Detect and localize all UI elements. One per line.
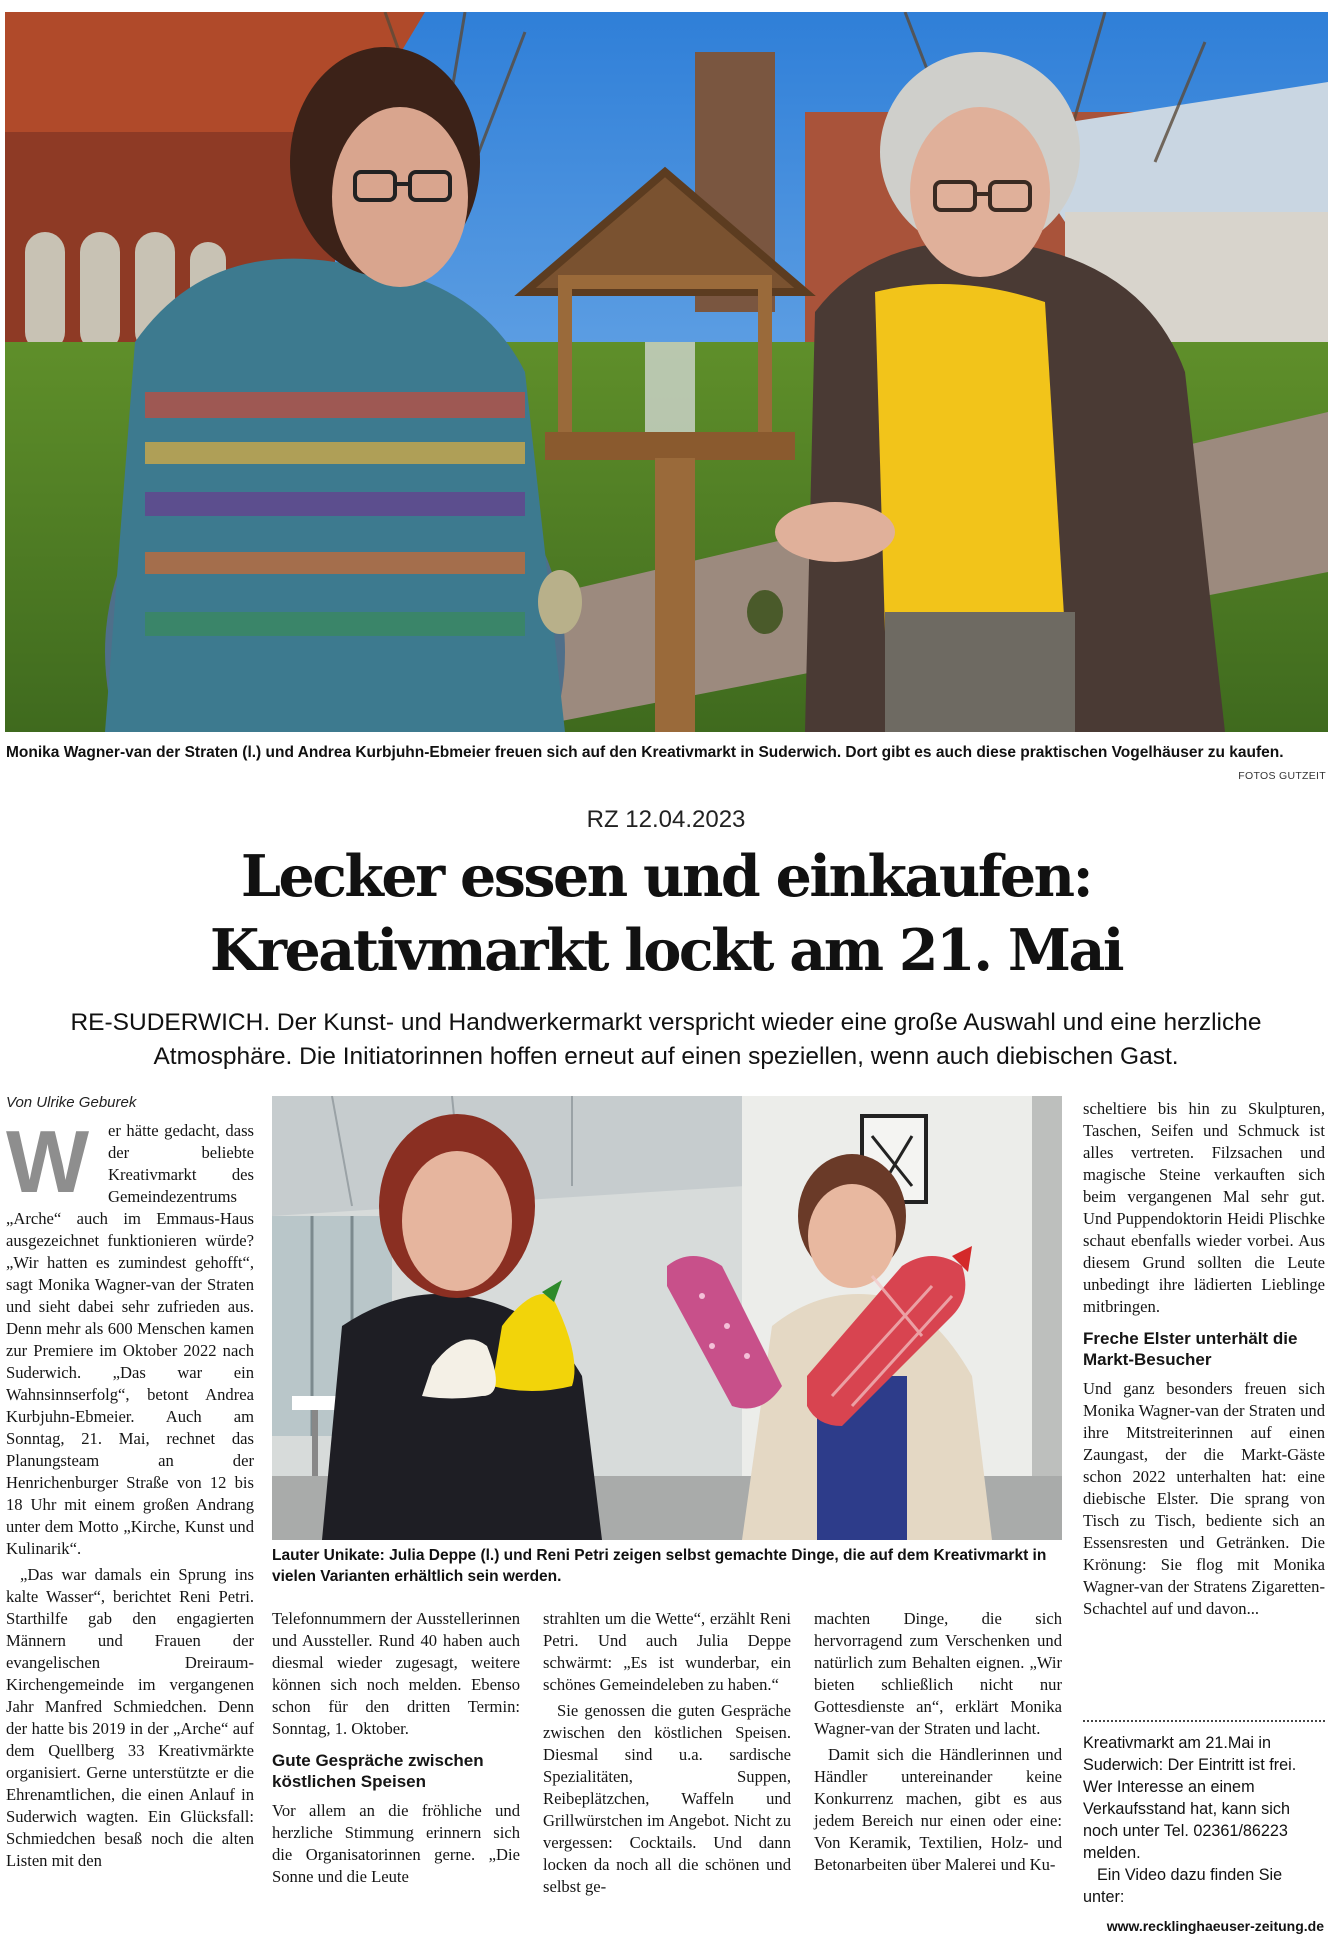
info-box (1083, 1732, 1325, 1908)
col2-paragraph-1: Telefonnummern der Ausstellerinnen und Aussteller. Rund 40 haben auch diesmal wieder zugesagt, weitere können sich noch melden. Ebenso schon für den dritten Termin: Sonntag, 1. Oktober. (272, 1609, 520, 1738)
col3-paragraph-1: strahlten um die Wette“, erzählt Reni Petri. Und auch Julia Deppe schwärmt: „Es ist wunderbar, ein schönes Gemeindeleben zu haben.“ (543, 1609, 791, 1694)
col2-subheading: Gute Gespräche zwischen köstlichen Speisen (272, 1751, 484, 1791)
drop-cap: W (6, 1112, 90, 1211)
website-link[interactable]: www.recklinghaeuser-zeitung.de (1106, 1918, 1324, 1934)
col5-paragraph-1: scheltiere bis hin zu Skulpturen, Taschen, Seifen und Schmuck ist alles vertreten. Filzsachen und magische Steine verkauften sich beim vergangenen Mal sehr gut. Und Puppendoktorin Heidi Plischke schaut ebenfalls wieder vorbei. Aus diesem Grund sollten die Leute unbedingt ihre lädierten Lieblinge mitbringen. (1083, 1099, 1325, 1316)
headline (0, 840, 1332, 988)
info-box-video-hint: Ein Video dazu finden Sie unter: (1083, 1866, 1283, 1906)
mid-photo-illustration (272, 1096, 1062, 1540)
drop-cap-spacer (6, 1112, 108, 1211)
subhead: RE-SUDERWICH. Der Kunst- und Handwerkermarkt verspricht wieder eine große Auswahl und eine herzliche Atmosphäre. Die Initiatorinnen hoffen erneut auf einen speziellen, wenn auch diebischen Gast. (70, 1009, 1262, 1070)
col1-paragraph-2: „Das war damals ein Sprung ins kalte Wasser“, berichtet Reni Petri. Starthilfe gab den engagierten Männern und Frauen der evangelischen Dreiraum-Kirchengemeinde im vergangenen Jahr Manfred Schmiedchen. Denn der hatte bis 2019 in der „Arche“ auf dem Quellberg 33 Kreativmärkte organisiert. Gerne unterstützte er die Ehrenamtlichen, die einen Anlauf in Suderwich wagten. Ein Glücksfall: Schmiedchen besaß noch die alten Listen mit den (6, 1565, 254, 1870)
info-box-text: Kreativmarkt am 21.Mai in Suderwich: Der Eintritt ist frei. Wer Interesse an einem Verkaufsstand hat, kann sich noch unter Tel. 02361/86223 melden. (1083, 1734, 1297, 1862)
mid-photo-caption: Lauter Unikate: Julia Deppe (l.) und Reni Petri zeigen selbst gemachte Dinge, die auf dem Kreativmarkt in vielen Varianten erhältlich sein werden. (272, 1547, 1047, 1585)
col1-paragraph-1: er hätte gedacht, dass der beliebte Kreativmarkt des Gemeindezentrums „Arche“ auch im Emmaus-Haus ausgezeichnet funktionieren würde? „Wir hatten es zumindest gehofft“, sagt Monika Wagner-van der Straten und sieht dabei sehr zufrieden aus. Denn mehr als 600 Menschen kamen zur Premiere im Oktober 2022 nach Suderwich. „Das war ein Wahnsinnserfolg“, betont Andrea Kurbjuhn-Ebmeier. Auch am Sonntag, 21. Mai, rechnet das Planungsteam an der Henrichenburger Straße von 12 bis 18 Uhr mit einem großen Andrang unter dem Motto „Kirche, Kunst und Kulinarik“. (6, 1121, 254, 1558)
top-photo-caption: Monika Wagner-van der Straten (l.) und Andrea Kurbjuhn-Ebmeier freuen sich auf den Kreativmarkt in Suderwich. Dort gibt es auch diese praktischen Vogelhäuser zu kaufen. (6, 744, 1284, 761)
article-column-2 (272, 1608, 520, 1888)
col5-subheading: Freche Elster unterhält die Markt-Besucher (1083, 1329, 1298, 1369)
col4-paragraph-1: machten Dinge, die sich hervorragend zum Verschenken und natürlich zum Behalten eignen. „Wir bieten schließlich nicht nur Gottesdienste an“, erklärt Monika Wagner-van der Straten und lacht. (814, 1609, 1062, 1738)
byline: Von Ulrike Geburek (6, 1094, 137, 1111)
top-photo-illustration (5, 12, 1328, 732)
col5-paragraph-2: Und ganz besonders freuen sich Monika Wagner-van der Straten und ihre Mitstreiterinnen auf einen Zaungast, der die Markt-Gäste schon 2022 unterhalten hat: eine diebische Elster. Die sprang von Tisch zu Tisch, bediente sich an Essensresten und Getränken. Die Krönung: Sie flog mit Monika Wagner-van der Stratens Zigaretten-Schachtel auf und davon... (1083, 1379, 1325, 1618)
article-column-1 (6, 1112, 254, 1872)
col3-paragraph-2: Sie genossen die guten Gespräche zwischen den köstlichen Speisen. Diesmal sind u.a. sardische Spezialitäten, Suppen, Reibeplätzchen, Waffeln und Grillwürstchen im Angebot. Nicht zu vergessen: Cocktails. Und dann locken da noch all die schönen und selbst ge- (543, 1701, 791, 1896)
col4-paragraph-2: Damit sich die Händlerinnen und Händler untereinander keine Konkurrenz machen, gibt es aus jedem Bereich nur einen oder eine: Von Keramik, Textilien, Holz- und Betonarbeiten über Malerei und Ku- (814, 1745, 1062, 1874)
headline-line-1: Lecker essen und einkaufen: (240, 843, 1092, 910)
article-column-5 (1083, 1098, 1325, 1620)
dateline: RZ 12.04.2023 (586, 806, 746, 833)
info-box-divider (1083, 1720, 1325, 1722)
article-column-3 (543, 1608, 791, 1898)
top-photo (5, 12, 1328, 732)
col2-paragraph-2: Vor allem an die fröhliche und herzliche Stimmung erinnern sich die Organisatorinnen gerne. „Die Sonne und die Leute (272, 1801, 520, 1886)
article-column-4 (814, 1608, 1062, 1876)
headline-line-2: Kreativmarkt lockt am 21. Mai (209, 917, 1123, 984)
mid-photo (272, 1096, 1062, 1540)
photo-credit: FOTOS GUTZEIT (1238, 770, 1326, 782)
